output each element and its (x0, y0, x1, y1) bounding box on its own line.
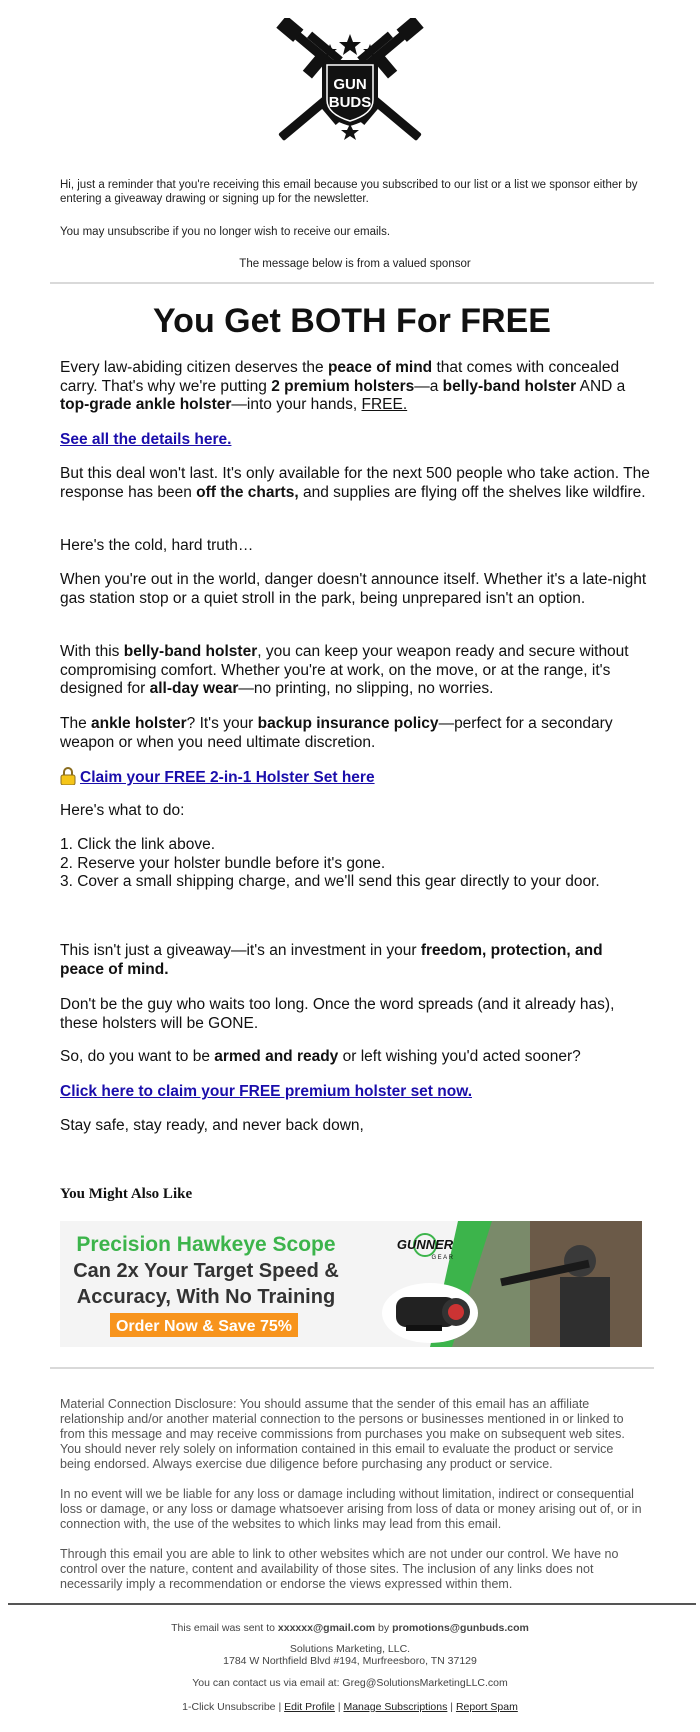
investment-paragraph (60, 942, 650, 979)
urgency-paragraph (60, 465, 650, 502)
text: AND a (576, 377, 626, 395)
text: ? It's your (186, 715, 258, 732)
text: But this deal won't last. It's only available for the next 500 people who take action. The response has been (60, 465, 650, 501)
recommend-heading: You Might Also Like (60, 1186, 193, 1202)
bold-text: armed and ready (214, 1048, 339, 1065)
instructions-heading: Here's what to do: (60, 802, 185, 819)
external-links-disclosure: Through this email you are able to link to other websites which are not under our control. We have no control over the nature, content and availability of those sites. The inclusion of any links does not necessarily imply a recommendation or endorse the views expressed within them. (60, 1547, 619, 1591)
liability-disclosure: In no event will we be liable for any loss or damage including without limitation, indirect or consequential loss or damage, or any loss or damage whatsoever arising from loss of data or money arising out of, or in connection with, the use of the websites to which links may lead from this email. (60, 1487, 642, 1531)
signoff: Stay safe, stay ready, and never back down, (60, 1117, 364, 1134)
text: The (60, 715, 92, 732)
brand-gunner: GUNNER (396, 1237, 454, 1252)
sender-email: promotions@gunbuds.com (392, 1622, 529, 1634)
one-click-unsubscribe[interactable]: 1-Click Unsubscribe (182, 1701, 276, 1713)
bold-text: 2 premium holsters (271, 377, 415, 395)
text: This isn't just a giveaway—it's an investment in your (60, 942, 421, 959)
ankle-holster-paragraph (60, 715, 650, 752)
sent-to-line (0, 1622, 700, 1635)
crossed-rifles-badge-icon (265, 18, 436, 148)
free-underlined: FREE. (361, 396, 408, 413)
separator: | (278, 1701, 282, 1713)
text: So, do you want to be (60, 1048, 215, 1065)
text: With this (60, 643, 124, 660)
truth-paragraph: Here's the cold, hard truth… (60, 537, 254, 554)
bold-text: top-grade ankle holster (60, 396, 232, 413)
text: or left wishing you'd acted sooner? (338, 1048, 581, 1065)
banner-cta: Order Now & Save 75% (115, 1318, 293, 1335)
brand-gear: GEAR (431, 1255, 455, 1261)
bold-text: backup insurance policy (257, 715, 439, 732)
steps-list (60, 836, 650, 892)
text: Every law-abiding citizen deserves the (60, 359, 328, 376)
material-connection-disclosure: Material Connection Disclosure: You should assume that the sender of this email has an affiliate relationship and/or another material connection to the persons or businesses mentioned in or linked to from this message and may receive commissions from purchases you make on subsequent web sites. You should never rely solely on information contained in this email to evaluate the product or service being endorsed. Always exercise due diligence before purchasing any product or service. (60, 1397, 625, 1471)
banner-line3: Accuracy, With No Training (76, 1286, 336, 1308)
page-title: You Get BOTH For FREE (153, 302, 551, 340)
banner-line2: Can 2x Your Target Speed & (73, 1260, 339, 1282)
text: that comes with concealed carry. That's why we're putting (60, 359, 620, 395)
bold-text: ankle holster (91, 715, 187, 732)
logo-text-gun: GUN (333, 76, 367, 93)
manage-subscriptions-link[interactable]: Manage Subscriptions (343, 1701, 448, 1713)
text: , you can keep your weapon ready and secure without compromising comfort. Whether you're at work, on the move, or at the range, it's designed for (60, 643, 629, 697)
danger-paragraph: When you're out in the world, danger doesn't announce itself. Whether it's a late-night gas station stop or a quiet stroll in the park, being unprepared isn't an option. (60, 571, 647, 607)
bold-text: freedom, protection, and peace of mind. (60, 942, 603, 978)
footer-links (0, 1701, 700, 1714)
separator: | (450, 1701, 454, 1713)
scope-ad-banner[interactable] (60, 1221, 642, 1347)
divider (50, 1367, 654, 1369)
contact-line: You can contact us via email at: Greg@SolutionsMarketingLLC.com (192, 1677, 508, 1689)
scarcity-paragraph: Don't be the guy who waits too long. Once the word spreads (and it already has), these holsters will be GONE. (60, 996, 615, 1032)
scope-ad-graphic (60, 1221, 642, 1347)
bold-text: all-day wear (149, 680, 239, 697)
text: —into your hands, (231, 396, 362, 413)
details-link-row (60, 431, 650, 450)
subscription-reminder: Hi, just a reminder that you're receiving this email because you subscribed to our list or a list we sponsor either by entering a giveaway drawing or signing up for the newsletter. (60, 179, 638, 205)
gunbuds-logo (252, 18, 448, 148)
recipient-email: xxxxxx@gmail.com (277, 1622, 376, 1634)
bold-text: off the charts, (196, 483, 299, 501)
list-item: 2. Reserve your holster bundle before it's gone. (60, 854, 386, 872)
text: —no printing, no slipping, no worries. (238, 680, 494, 697)
text: and supplies are flying off the shelves like wildfire. (298, 483, 646, 501)
edit-profile-link[interactable]: Edit Profile (284, 1701, 335, 1713)
list-item: 3. Cover a small shipping charge, and we'll send this gear directly to your door. (60, 873, 600, 890)
bold-text: peace of mind (327, 359, 433, 376)
text: by (375, 1622, 393, 1634)
company-name: Solutions Marketing, LLC. (289, 1643, 411, 1655)
footer-divider (8, 1603, 696, 1605)
claim-link-row (60, 767, 650, 788)
claim-holster-link[interactable]: Claim your FREE 2-in-1 Holster Set here (80, 769, 375, 786)
intro-paragraph (60, 359, 650, 415)
lock-icon (60, 767, 76, 785)
text: This email was sent to (171, 1622, 278, 1634)
bold-text: belly-band holster (442, 377, 577, 395)
details-link[interactable]: See all the details here. (60, 431, 232, 448)
text: —perfect for a secondary weapon or when you need ultimate discretion. (60, 715, 613, 751)
banner-title: Precision Hawkeye Scope (76, 1233, 336, 1256)
separator: | (337, 1701, 341, 1713)
belly-band-paragraph (60, 643, 650, 699)
divider (50, 282, 654, 284)
text: —a (414, 377, 443, 395)
final-link-row (60, 1083, 650, 1102)
unsubscribe-note: You may unsubscribe if you no longer wish to receive our emails. (60, 226, 391, 238)
question-paragraph (60, 1048, 650, 1067)
bold-text: belly-band holster (123, 643, 258, 660)
report-spam-link[interactable]: Report Spam (455, 1701, 518, 1713)
claim-now-link[interactable]: Click here to claim your FREE premium holster set now. (60, 1083, 472, 1100)
company-address: 1784 W Northfield Blvd #194, Murfreesboro, TN 37129 (223, 1655, 477, 1667)
logo-text-buds: BUDS (328, 94, 372, 111)
sponsor-note: The message below is from a valued sponsor (239, 258, 471, 270)
list-item: 1. Click the link above. (60, 836, 216, 853)
